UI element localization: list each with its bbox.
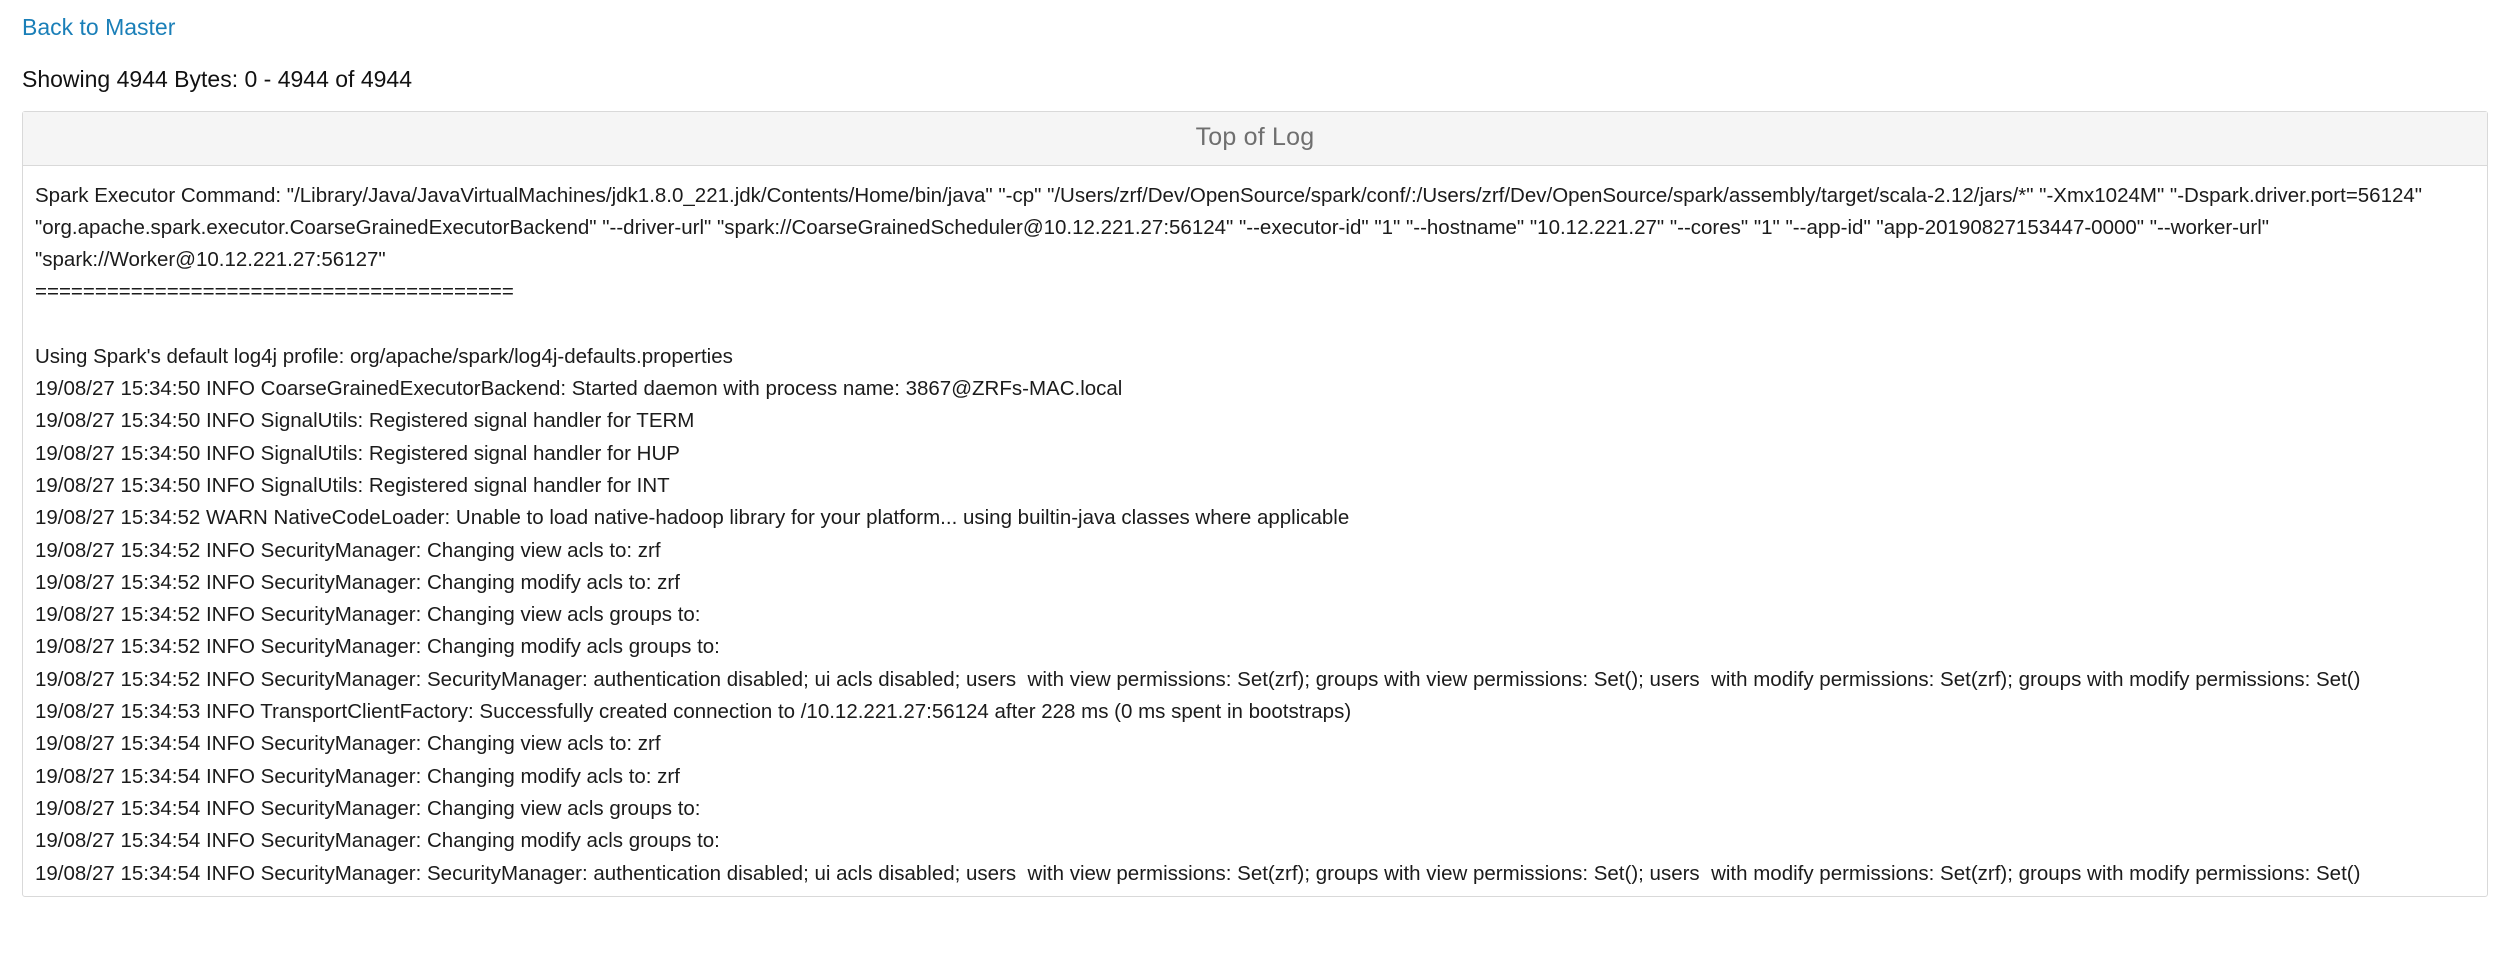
log-panel-header: Top of Log bbox=[23, 112, 2487, 166]
log-line: 19/08/27 15:34:52 WARN NativeCodeLoader: Unable to load native-hadoop library for your platform... using builtin-java classes where applicable bbox=[35, 506, 1350, 530]
showing-bytes-status: Showing 4944 Bytes: 0 - 4944 of 4944 bbox=[22, 65, 413, 92]
log-line: 19/08/27 15:34:52 INFO SecurityManager: Changing modify acls groups to: bbox=[35, 635, 720, 659]
log-line: ======================================== bbox=[35, 280, 514, 304]
log-line: 19/08/27 15:34:52 INFO SecurityManager: SecurityManager: authentication disabled; ui acls disabled; users with view permissions: Set(zrf); groups with view permissions: Set(); users with modify permissions: Set(zrf); groups with modify permissions: Set() bbox=[35, 667, 2361, 691]
log-line bbox=[35, 309, 2475, 341]
log-line: 19/08/27 15:34:54 INFO SecurityManager: Changing modify acls to: zrf bbox=[35, 764, 680, 788]
log-line: 19/08/27 15:34:53 INFO TransportClientFactory: Successfully created connection to /10.12.221.27:56124 after 228 ms (0 ms spent in bootstraps) bbox=[35, 700, 1352, 724]
log-line: 19/08/27 15:34:54 INFO SecurityManager: Changing view acls groups to: bbox=[35, 796, 701, 820]
log-panel bbox=[22, 111, 2488, 897]
log-line: 19/08/27 15:34:50 INFO SignalUtils: Registered signal handler for HUP bbox=[35, 441, 680, 465]
log-line: 19/08/27 15:34:52 INFO SecurityManager: Changing view acls groups to: bbox=[35, 603, 701, 627]
log-line: Spark Executor Command: "/Library/Java/JavaVirtualMachines/jdk1.8.0_221.jdk/Contents/Home/bin/java" "-cp" "/Users/zrf/Dev/OpenSource/spark/conf/:/Users/zrf/Dev/OpenSource/spark/assembly/target/scala-2.12/jars/*" "-Xmx1024M" "-Dspark.driver.port=56124" "org.apache.spark.executor.CoarseGrainedExecutorBackend" "--driver-url" "spark://CoarseGrainedScheduler@10.12.221.27:56124" "--executor-id" "1" "--hostname" "10.12.221.27" "--cores" "1" "--app-id" "app-20190827153447-0000" "--worker-url" "spark://Worker@10.12.221.27:56127" bbox=[35, 183, 2428, 272]
log-line: 19/08/27 15:34:50 INFO CoarseGrainedExecutorBackend: Started daemon with process name: 3867@ZRFs-MAC.local bbox=[35, 377, 1123, 401]
log-line: 19/08/27 15:34:50 INFO SignalUtils: Registered signal handler for TERM bbox=[35, 409, 695, 433]
log-line: 19/08/27 15:34:52 INFO SecurityManager: Changing view acls to: zrf bbox=[35, 538, 661, 562]
back-to-master-link[interactable]: Back to Master bbox=[22, 14, 176, 40]
log-line: 19/08/27 15:34:50 INFO SignalUtils: Registered signal handler for INT bbox=[35, 473, 670, 497]
log-content[interactable] bbox=[23, 166, 2487, 896]
log-line: 19/08/27 15:34:54 INFO SecurityManager: Changing view acls to: zrf bbox=[35, 732, 661, 756]
log-line: 19/08/27 15:34:54 INFO SecurityManager: Changing modify acls groups to: bbox=[35, 829, 720, 853]
log-line: 19/08/27 15:34:52 INFO SecurityManager: Changing modify acls to: zrf bbox=[35, 570, 680, 594]
log-line: 19/08/27 15:34:54 INFO SecurityManager: SecurityManager: authentication disabled; ui acls disabled; users with view permissions: Set(zrf); groups with view permissions: Set(); users with modify permissions: Set(zrf); groups with modify permissions: Set() bbox=[35, 861, 2361, 885]
log-line: Using Spark's default log4j profile: org/apache/spark/log4j-defaults.properties bbox=[35, 344, 733, 368]
